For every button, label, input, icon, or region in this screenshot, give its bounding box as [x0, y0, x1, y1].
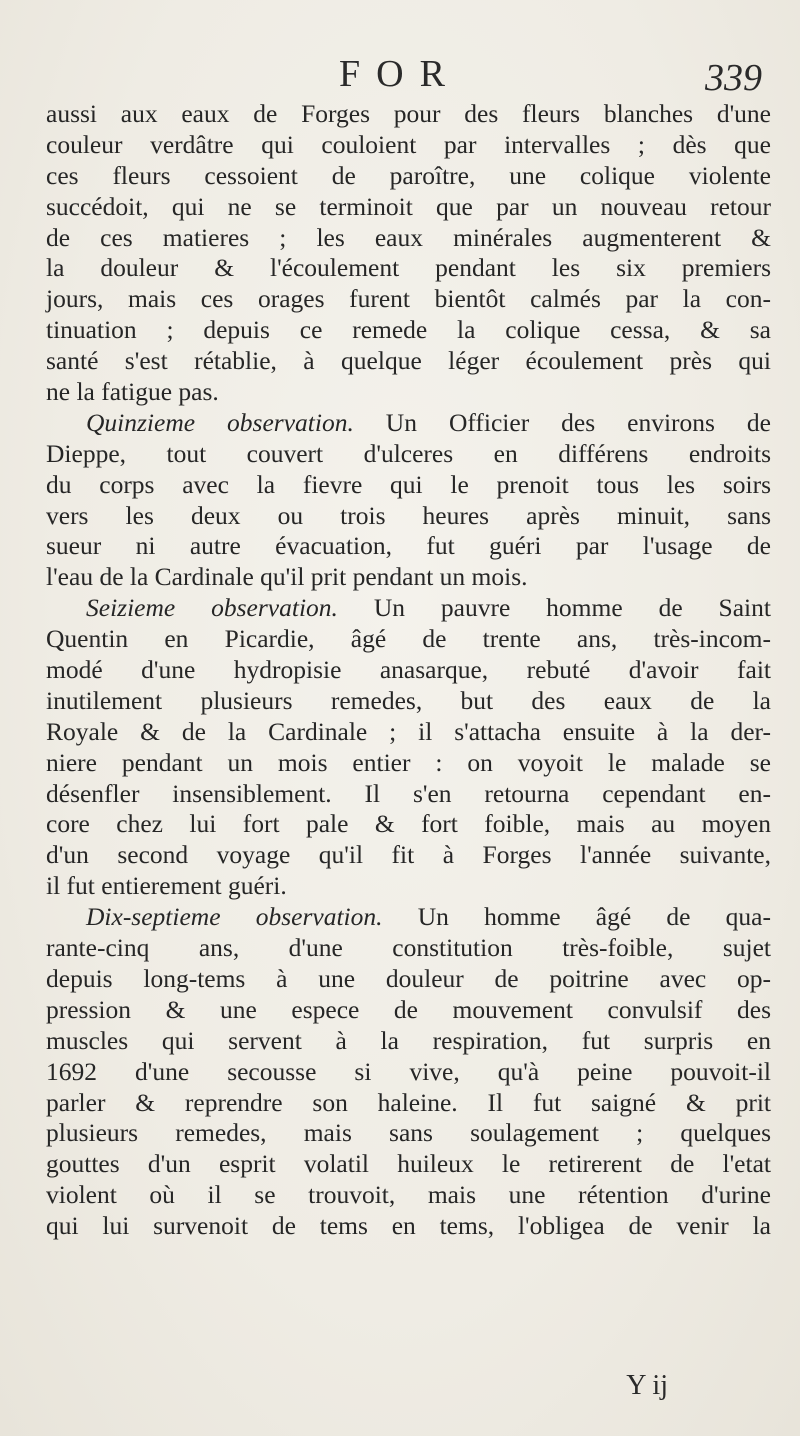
text-line: Dieppe, tout couvert d'ulceres en différens endroits — [46, 438, 771, 468]
paragraph-continuation — [46, 99, 771, 408]
text-line: sueur ni autre évacuation, fut guéri par l'usage de — [46, 531, 771, 561]
page-number: 339 — [705, 57, 762, 99]
text-line: du corps avec la fievre qui le prenoit tous les soirs — [46, 469, 771, 499]
text-line: l'eau de la Cardinale qu'il prit pendant un mois. — [46, 562, 528, 592]
text-fragment: Un Officier des environs de — [353, 407, 772, 437]
text-line: de ces matieres ; les eaux minérales augmenterent & — [46, 222, 771, 252]
text-line: ces fleurs cessoient de paroître, une colique violente — [46, 160, 771, 190]
page-header — [0, 52, 800, 102]
text-line: plusieurs remedes, mais sans soulagement ; quelques — [46, 1118, 771, 1148]
text-line-first — [46, 593, 771, 624]
paragraph-observation-16 — [46, 593, 771, 902]
text-line: depuis long-tems à une douleur de poitrine avec op- — [46, 963, 771, 993]
text-line: Quentin en Picardie, âgé de trente ans, très-incom- — [46, 624, 771, 654]
text-fragment: Un pauvre homme de Saint — [337, 593, 771, 623]
text-line: pression & une espece de mouvement convulsif des — [46, 994, 771, 1024]
text-line: 1692 d'une secousse si vive, qu'à peine pouvoit-il — [46, 1056, 771, 1086]
text-line: il fut entierement guéri. — [46, 871, 287, 901]
text-line: niere pendant un mois entier : on voyoit le malade se — [46, 747, 771, 777]
text-line-first — [46, 408, 771, 439]
observation-heading: Quinzieme observation. — [86, 407, 354, 437]
observation-heading: Seizieme observation. — [86, 593, 338, 623]
text-line: Royale & de la Cardinale ; il s'attacha ensuite à la der- — [46, 716, 771, 746]
text-line: vers les deux ou trois heures après minuit, sans — [46, 500, 771, 530]
signature-mark: Y ij — [626, 1370, 668, 1401]
text-line: parler & reprendre son haleine. Il fut saigné & prit — [46, 1087, 771, 1117]
text-line: santé s'est rétablie, à quelque léger écoulement près qui — [46, 346, 771, 376]
text-line: rante-cinq ans, d'une constitution très-foible, sujet — [46, 933, 771, 963]
text-fragment: Un homme âgé de qua- — [382, 902, 771, 932]
text-line: modé d'une hydropisie anasarque, rebuté d'avoir fait — [46, 655, 771, 685]
observation-heading: Dix-septieme observation. — [86, 902, 383, 932]
text-line: tinuation ; depuis ce remede la colique cessa, & sa — [46, 315, 771, 345]
text-line: succédoit, qui ne se terminoit que par un nouveau retour — [46, 191, 771, 221]
running-head: FOR — [339, 53, 461, 95]
text-line-first — [46, 902, 771, 933]
text-line: couleur verdâtre qui couloient par intervalles ; dès que — [46, 129, 771, 159]
text-line: muscles qui servent à la respiration, fut surpris en — [46, 1025, 771, 1055]
paragraph-observation-17 — [46, 902, 771, 1242]
text-line: gouttes d'un esprit volatil huileux le retirerent de l'etat — [46, 1149, 771, 1179]
text-line: aussi aux eaux de Forges pour des fleurs blanches d'une — [46, 99, 771, 128]
body-text — [46, 99, 771, 1242]
text-line: core chez lui fort pale & fort foible, mais au moyen — [46, 809, 771, 839]
text-line: ne la fatigue pas. — [46, 377, 219, 407]
paragraph-observation-15 — [46, 408, 771, 593]
text-line: la douleur & l'écoulement pendant les six premiers — [46, 253, 771, 283]
text-line: d'un second voyage qu'il fit à Forges l'année suivante, — [46, 840, 771, 870]
text-line: inutilement plusieurs remedes, but des eaux de la — [46, 685, 771, 715]
text-line: désenfler insensiblement. Il s'en retourna cependant en- — [46, 778, 771, 808]
text-line: qui lui survenoit de tems en tems, l'obligea de venir la — [46, 1211, 771, 1241]
text-line: violent où il se trouvoit, mais une rétention d'urine — [46, 1180, 771, 1210]
text-line: jours, mais ces orages furent bientôt calmés par la con- — [46, 284, 771, 314]
